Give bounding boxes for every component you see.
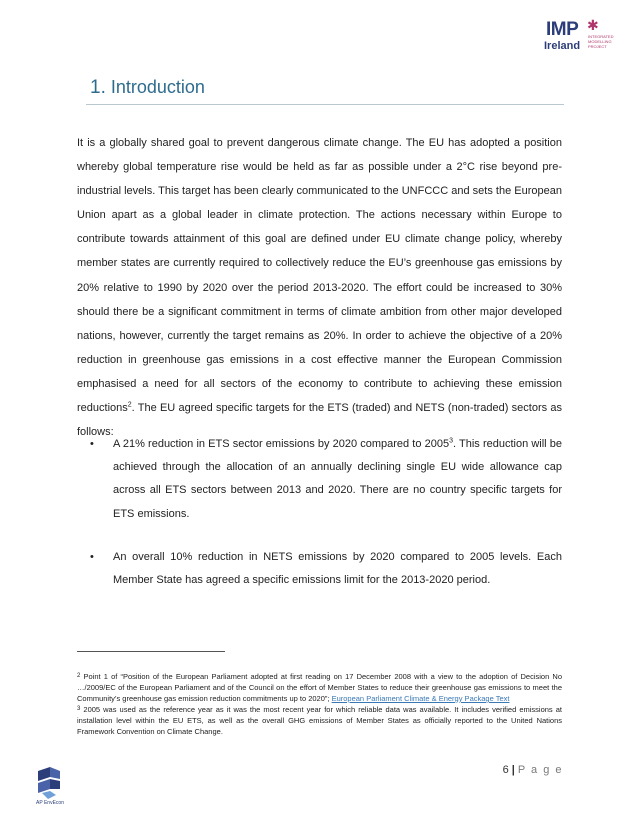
- envecon-logo-text: AP EnvEcon: [36, 800, 64, 806]
- intro-paragraph-text: It is a globally shared goal to prevent dangerous climate change. The EU has adopted a position whereby global temperature rise would be held as far as possible under a 2°C rise beyond pre-industrial levels. This target has been clearly communicated to the UNFCCC and sets the European Union apart as a global leader in climate protection. The actions necessary within Europe to contribute towards attainment of this goal are defined under EU climate change policy, whereby member states are currently required to collectively reduce the EU’s greenhouse gas emissions by 20% relative to 1990 by 2020 over the period 2013-2020. The effort could be increased to 30% should there be a significant commitment in terms of climate ambition from other major developed nations, however, currently the target remains as 20%. In order to achieve the objective of a 20% reduction in greenhouse gas emissions in a cost effective manner the European Commission emphasised a need for all sectors of the economy to contribute to achieving these emission reductions: [77, 137, 562, 415]
- heading-divider: [86, 104, 564, 105]
- footnotes: [77, 671, 562, 737]
- list-item-text: An overall 10% reduction in NETS emissions by 2020 compared to 2005 levels. Each Member State has agreed a specific emissions limit for the 2013-2020 period.: [113, 550, 562, 587]
- ap-envecon-logo: [36, 767, 62, 809]
- logo-imp-text: IMP: [546, 19, 579, 40]
- footnote-2-link[interactable]: European Parliament Climate & Energy Package Text: [331, 694, 510, 703]
- footnote-3-mark: 3: [77, 706, 81, 712]
- imp-ireland-logo: [544, 17, 616, 54]
- footnote-2: [77, 671, 562, 704]
- bullet-icon: •: [90, 438, 94, 450]
- list-item: [77, 546, 562, 592]
- footnote-ref-3[interactable]: 3: [449, 437, 454, 445]
- footnote-ref-2[interactable]: 2: [127, 401, 132, 409]
- footnote-3-text: 2005 was used as the reference year as it was the most recent year for which reliable data was available. It includes verified emissions at installation level within the EU ETS, as well as the overall GHG emissions of Member States as officially reported to the United Nations Framework Convention on Climate Change.: [77, 705, 562, 736]
- page-number-separator: |: [511, 764, 515, 776]
- page-label: P a g e: [517, 764, 563, 776]
- footnote-divider: [77, 651, 225, 652]
- intro-paragraph-tail: . The EU agreed specific targets for the ETS (traded) and NETS (non-traded) sectors as follows:: [77, 402, 562, 439]
- envecon-logo-icon: [36, 767, 62, 799]
- section-heading: [90, 76, 205, 99]
- intro-paragraph: [77, 131, 562, 444]
- logo-tagline: INTEGRATED MODELLING PROJECT: [588, 34, 614, 49]
- footnote-2-text: Point 1 of “Position of the European Parliament adopted at first reading on 17 December 2008 with a view to the adoption of Decision No …/2009/EC of the European Parliament and of the Council on the effort of Member States to reduce their greenhouse gas emissions to meet the Community’s greenhouse gas emission reduction commitments up to 2020”;: [77, 672, 562, 703]
- footnote-3: [77, 704, 562, 737]
- bullet-icon: •: [90, 550, 94, 563]
- list-item-text-tail: . This reduction will be achieved through the allocation of an annually declining single EU wide allowance cap across all ETS sectors between 2013 and 2020. There are no country specific targets for ETS emissions.: [113, 438, 563, 520]
- section-number: 1.: [90, 77, 106, 98]
- page-number: [503, 764, 563, 776]
- logo-star-icon: ✱: [587, 17, 599, 33]
- targets-list: [77, 433, 562, 592]
- list-item: [77, 433, 562, 526]
- section-title: Introduction: [110, 77, 205, 97]
- page-number-value: 6: [502, 764, 509, 776]
- footnote-2-mark: 2: [77, 673, 81, 679]
- logo-ireland-text: Ireland: [544, 40, 581, 52]
- list-item-text: A 21% reduction in ETS sector emissions by 2020 compared to 2005: [113, 438, 450, 450]
